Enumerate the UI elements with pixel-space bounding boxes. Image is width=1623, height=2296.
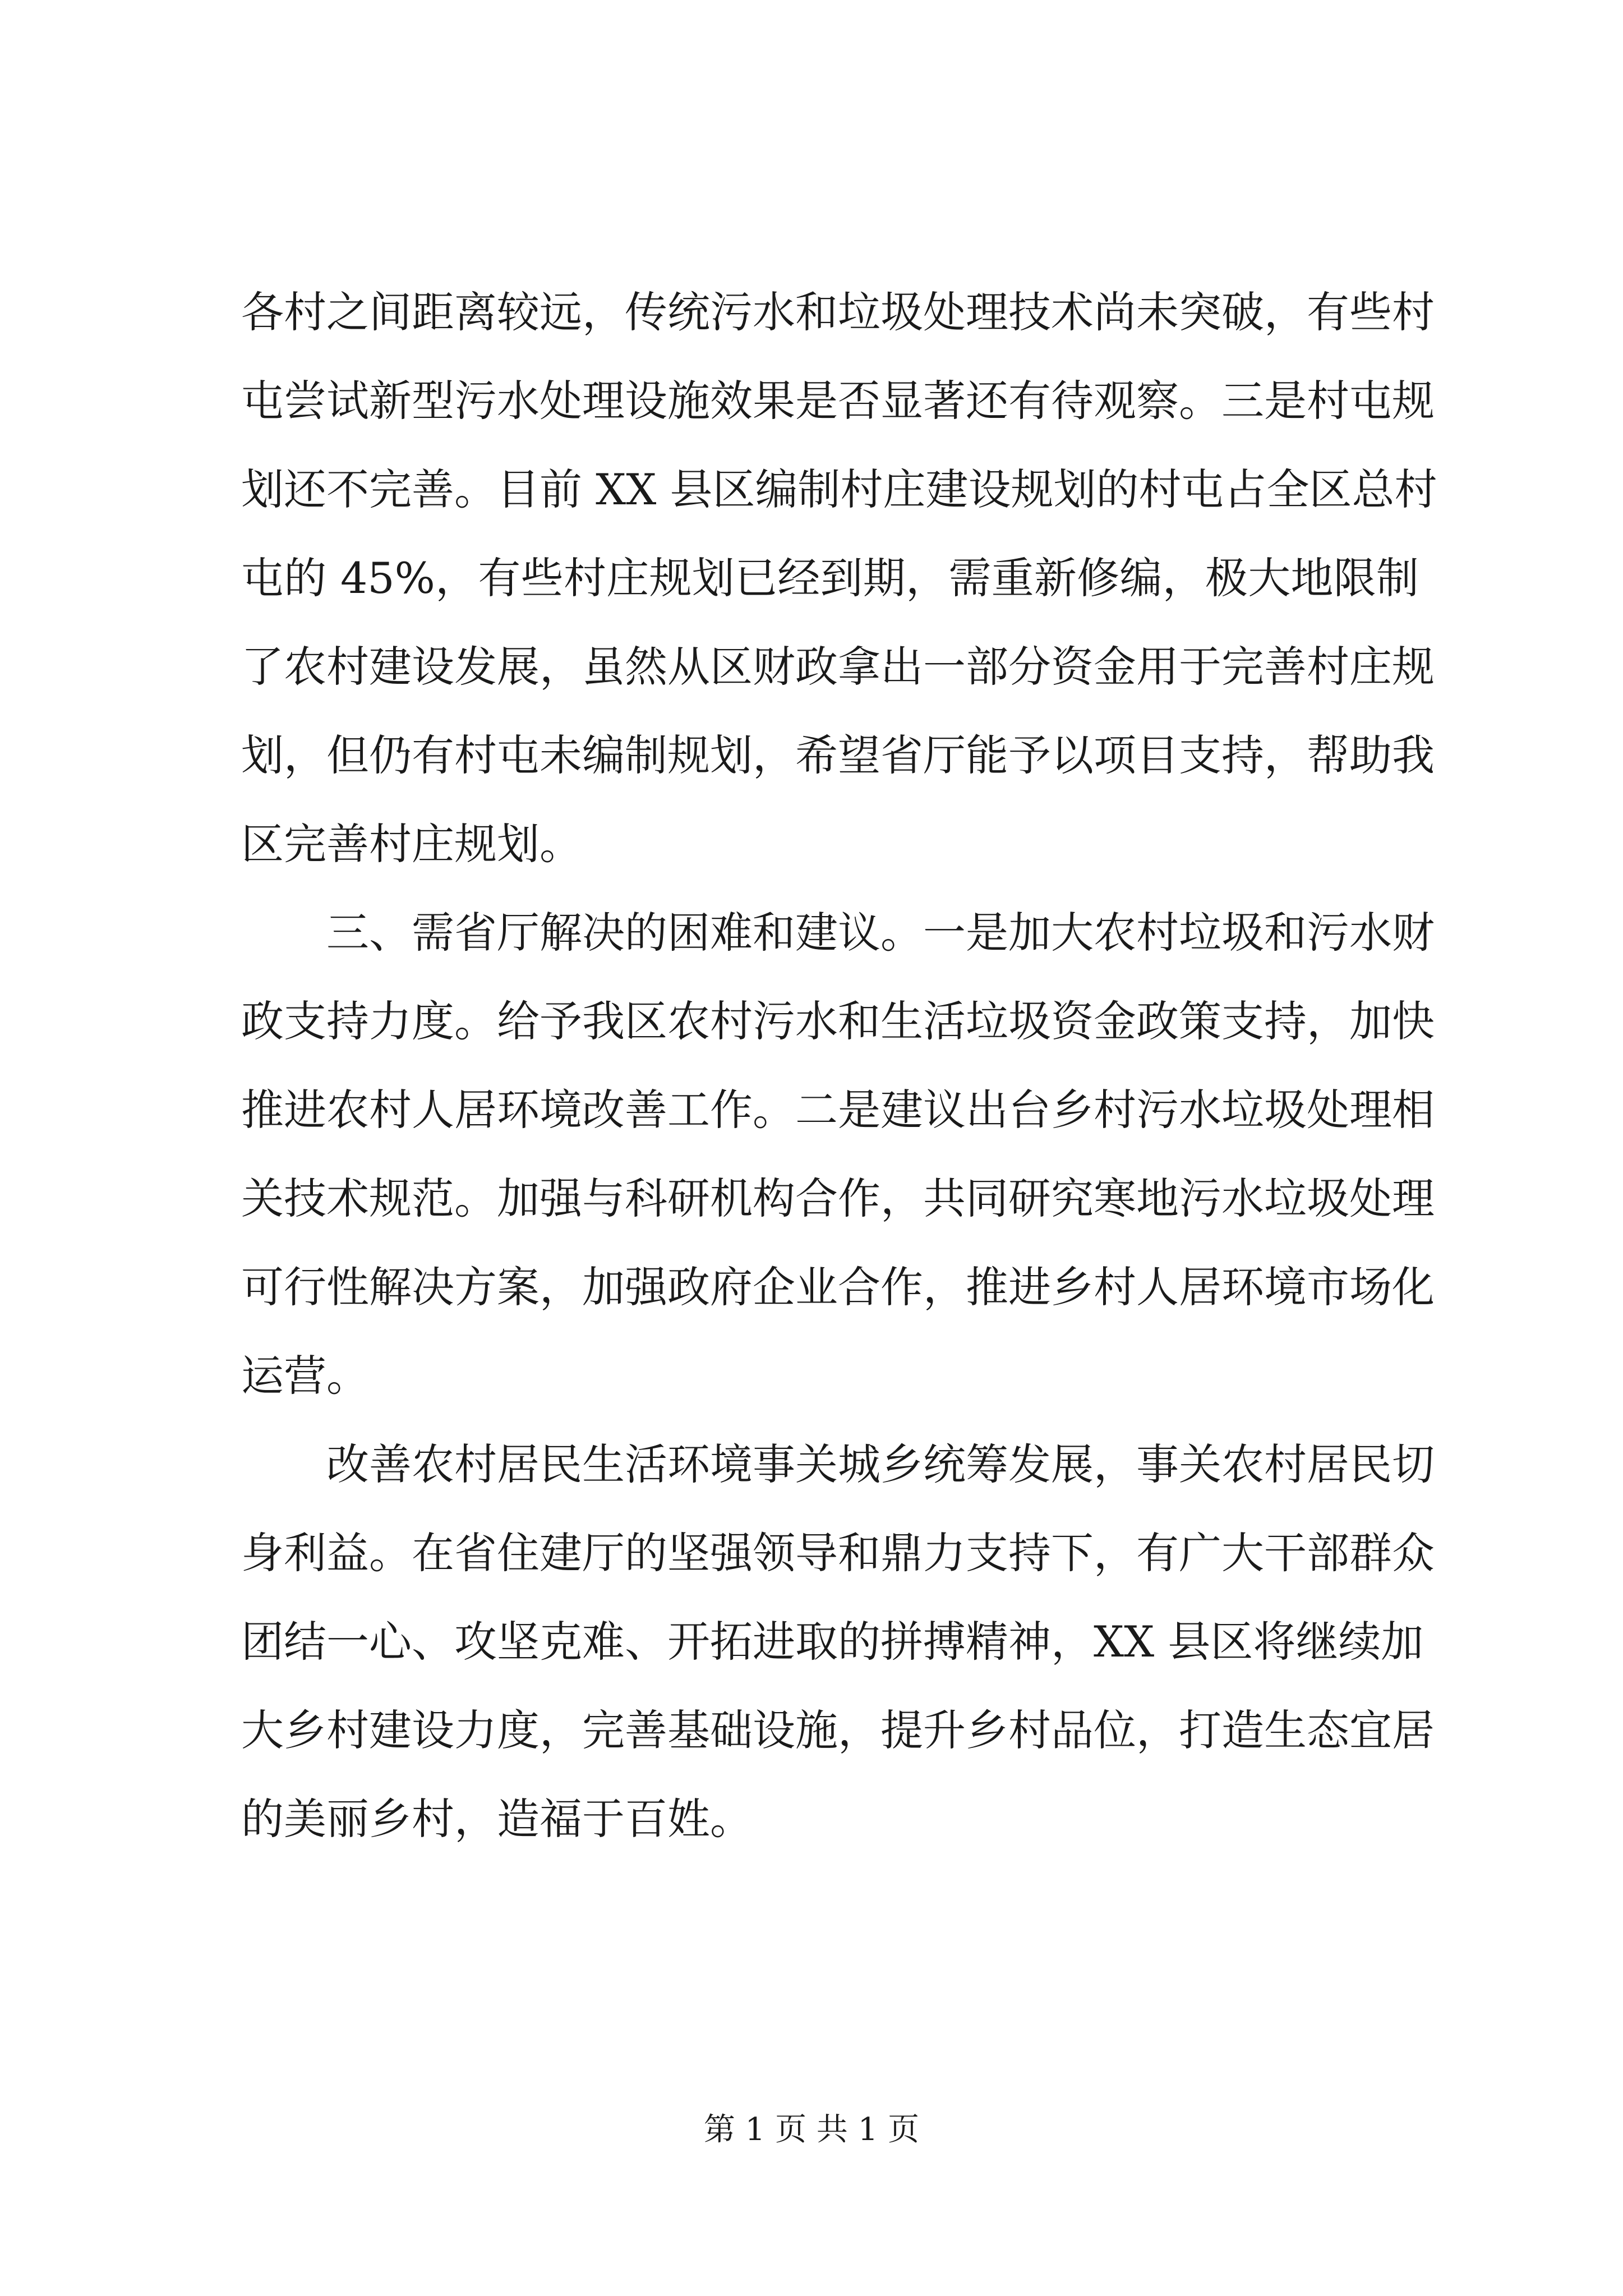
text-line: 大乡村建设力度，完善基础设施，提升乡村品位，打造生态宜居 bbox=[241, 1705, 1435, 1755]
document-body bbox=[241, 268, 1437, 1864]
text-line: 团结一心、攻坚克难、开拓进取的拼搏精神，XX 县区将继续加 bbox=[241, 1617, 1424, 1667]
text-line: 运营。 bbox=[241, 1351, 369, 1401]
text-line: 屯的 45%，有些村庄规划已经到期，需重新修编，极大地限制 bbox=[241, 553, 1419, 603]
text-line: 屯尝试新型污水处理设施效果是否显著还有待观察。三是村屯规 bbox=[241, 376, 1435, 426]
text-line: 了农村建设发展，虽然从区财政拿出一部分资金用于完善村庄规 bbox=[241, 642, 1435, 692]
text-line: 关技术规范。加强与科研机构合作，共同研究寒地污水垃圾处理 bbox=[241, 1174, 1435, 1223]
text-line: 划还不完善。目前 XX 县区编制村庄建设规划的村屯占全区总村 bbox=[241, 464, 1437, 514]
text-line: 政支持力度。给予我区农村污水和生活垃圾资金政策支持，加快 bbox=[241, 996, 1435, 1046]
page-footer: 第 1 页 共 1 页 bbox=[703, 2111, 920, 2148]
text-line: 三、需省厅解决的困难和建议。一是加大农村垃圾和污水财 bbox=[326, 908, 1435, 958]
text-line: 区完善村庄规划。 bbox=[241, 819, 582, 869]
paragraph-2 bbox=[241, 889, 1435, 1420]
text-line: 可行性解决方案，加强政府企业合作，推进乡村人居环境市场化 bbox=[241, 1262, 1435, 1312]
paragraph-3 bbox=[241, 1420, 1435, 1864]
text-line: 推进农村人居环境改善工作。二是建议出台乡村污水垃圾处理相 bbox=[241, 1085, 1435, 1135]
paragraph-1 bbox=[241, 268, 1437, 889]
text-line: 身利益。在省住建厅的坚强领导和鼎力支持下，有广大干部群众 bbox=[241, 1528, 1435, 1578]
text-line: 划，但仍有村屯未编制规划，希望省厅能予以项目支持，帮助我 bbox=[241, 730, 1435, 780]
text-line: 改善农村居民生活环境事关城乡统筹发展，事关农村居民切 bbox=[326, 1439, 1435, 1489]
text-line: 的美丽乡村，造福于百姓。 bbox=[241, 1794, 753, 1844]
text-line: 各村之间距离较远，传统污水和垃圾处理技术尚未突破，有些村 bbox=[241, 287, 1435, 337]
